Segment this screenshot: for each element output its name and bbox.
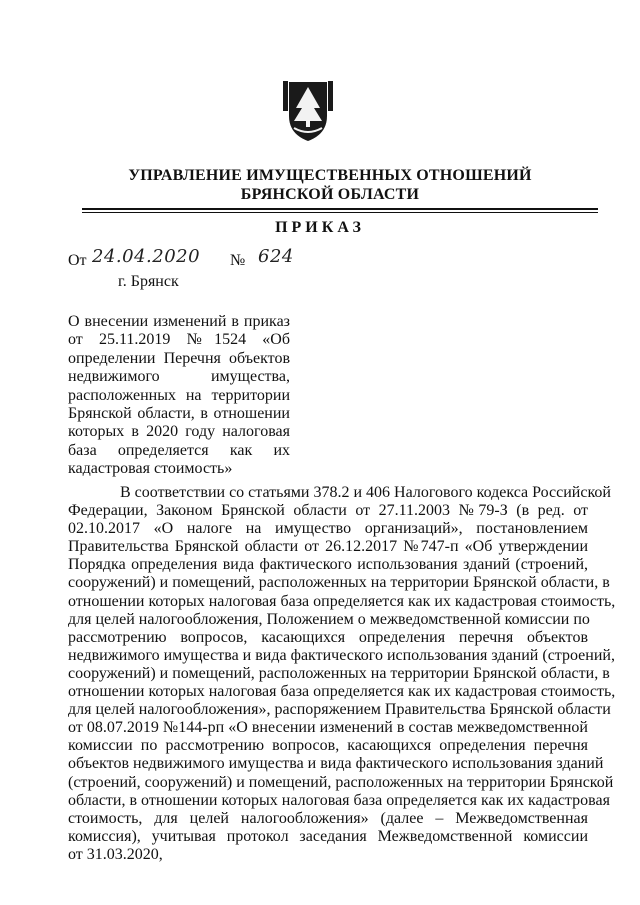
body-line: отношении которых налоговая база определяется как их кадастровая стоимость, [68, 683, 616, 701]
subject-line: Брянской области, в отношении [68, 405, 290, 423]
header-divider-thick [82, 208, 598, 210]
subject-line: которых в 2020 году налоговая [68, 423, 290, 441]
body-line: объектов недвижимого имущества и вида фактического использования зданий [68, 755, 604, 773]
number-label: № [230, 252, 246, 269]
subject-line: база определяется как их [68, 441, 290, 459]
body-line: области, в отношении которых налоговая база определяется как их кадастровая [68, 791, 610, 809]
body-line: рассмотрению вопросов, касающихся определения перечня объектов [68, 628, 588, 646]
organization-name-line1: УПРАВЛЕНИЕ ИМУЩЕСТВЕННЫХ ОТНОШЕНИЙ [128, 167, 532, 184]
date-number-row [68, 246, 368, 276]
organization-name-line2: БРЯНСКОЙ ОБЛАСТИ [240, 186, 420, 203]
body-line: сооружений) и помещений, расположенных на территории Брянской области, в [68, 574, 610, 592]
header-divider-thin [82, 212, 598, 213]
body-line: стоимость, для целей налогообложения» (далее – Межведомственная [68, 809, 588, 827]
handwritten-date: 24.04.2020 [92, 246, 201, 267]
bryansk-coat-of-arms-icon [283, 78, 333, 144]
document-type-title: ПРИКАЗ [275, 219, 365, 236]
body-line: Правительства Брянской области от 26.12.2017 №747-п «Об утверждении [68, 538, 588, 556]
subject-line: определении Перечня объектов [68, 349, 290, 367]
subject-line: от 25.11.2019 №1524 «Об [68, 331, 290, 349]
order-subject [68, 313, 290, 479]
subject-line: недвижимого имущества, [68, 368, 290, 386]
body-line: комиссия), учитывая протокол заседания Межведомственной комиссии [68, 827, 588, 845]
body-line: для целей налогообложения», распоряжением Правительства Брянской области [68, 701, 611, 719]
body-line: Порядка определения вида фактического использования зданий (строений, [68, 556, 588, 574]
body-line: (строений, сооружений) и помещений, расположенных на территории Брянской [68, 773, 614, 791]
body-line: от 08.07.2019 №144-рп «О внесении изменений в состав межведомственной [68, 719, 588, 737]
order-body-paragraph [68, 484, 616, 864]
body-line: отношении которых налоговая база определяется как их кадастровая стоимость, [68, 592, 616, 610]
body-line: 02.10.2017 «О налоге на имущество организаций», постановлением [68, 520, 588, 538]
body-line: сооружений) и помещений, расположенных на территории Брянской области, в [68, 664, 610, 682]
city-label: г. Брянск [118, 273, 179, 290]
subject-line: расположенных на территории [68, 386, 290, 404]
subject-line: кадастровая стоимость» [68, 460, 233, 478]
body-line: комиссии по рассмотрению вопросов, касающихся определения перечня [68, 737, 588, 755]
body-line: недвижимого имущества и вида фактического использования зданий (строений, [68, 646, 615, 664]
body-line: В соответствии со статьями 378.2 и 406 Налогового кодекса Российской [120, 484, 611, 501]
date-label: От [68, 252, 87, 269]
handwritten-number: 624 [258, 246, 294, 267]
body-line: от 31.03.2020, [68, 845, 163, 863]
body-line: для целей налогообложения, Положением о межведомственной комиссии по [68, 610, 590, 628]
subject-line: О внесении изменений в приказ [68, 313, 290, 330]
body-line: Федерации, Законом Брянской области от 27.11.2003 №79-З (в ред. от [68, 502, 588, 520]
